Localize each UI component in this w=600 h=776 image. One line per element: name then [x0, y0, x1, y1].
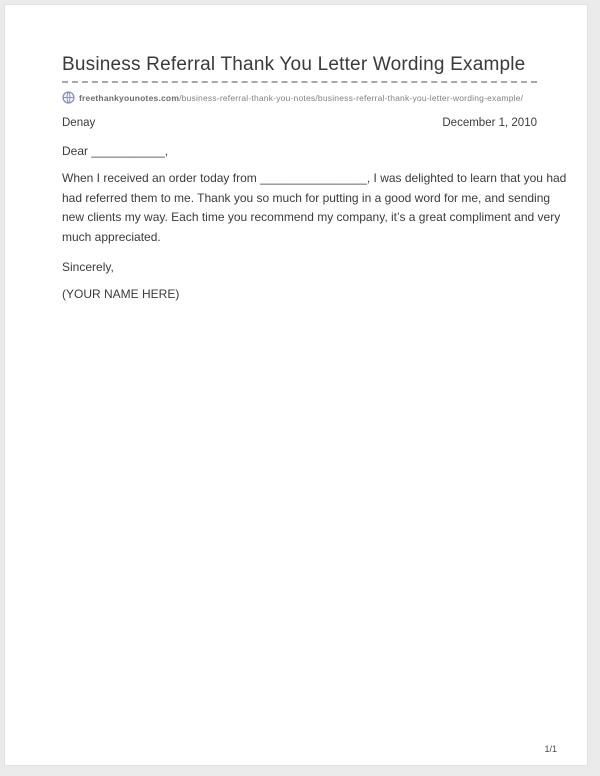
document-content	[5, 5, 587, 301]
source-link[interactable]	[62, 91, 537, 104]
body-line: new clients my way. Each time you recommend my company, it’s a great compliment and very	[62, 210, 561, 224]
letter-date: December 1, 2010	[442, 117, 537, 129]
letter-meta-row	[62, 117, 537, 130]
dashed-divider	[62, 81, 537, 83]
recipient-name: Denay	[62, 117, 96, 129]
body-line: When I received an order today from ________________, I was delighted to learn that you had	[62, 171, 567, 185]
greeting-line: Dear ___________,	[62, 144, 169, 158]
document-page	[4, 4, 588, 766]
source-url	[79, 93, 523, 103]
page-number-indicator: 1/1	[544, 744, 557, 754]
globe-icon	[62, 91, 75, 104]
page-title: Business Referral Thank You Letter Wording Example	[62, 54, 526, 75]
source-path: /business-referral-thank-you-notes/business-referral-thank-you-letter-wording-example/	[179, 92, 524, 103]
body-line: had referred them to me. Thank you so much for putting in a good word for me, and sending	[62, 190, 551, 205]
source-domain: freethankyounotes.com	[79, 92, 180, 103]
letter-body	[62, 169, 567, 247]
signature-placeholder: (YOUR NAME HERE)	[62, 287, 180, 301]
closing-line: Sincerely,	[62, 260, 114, 274]
body-line: much appreciated.	[62, 229, 161, 244]
